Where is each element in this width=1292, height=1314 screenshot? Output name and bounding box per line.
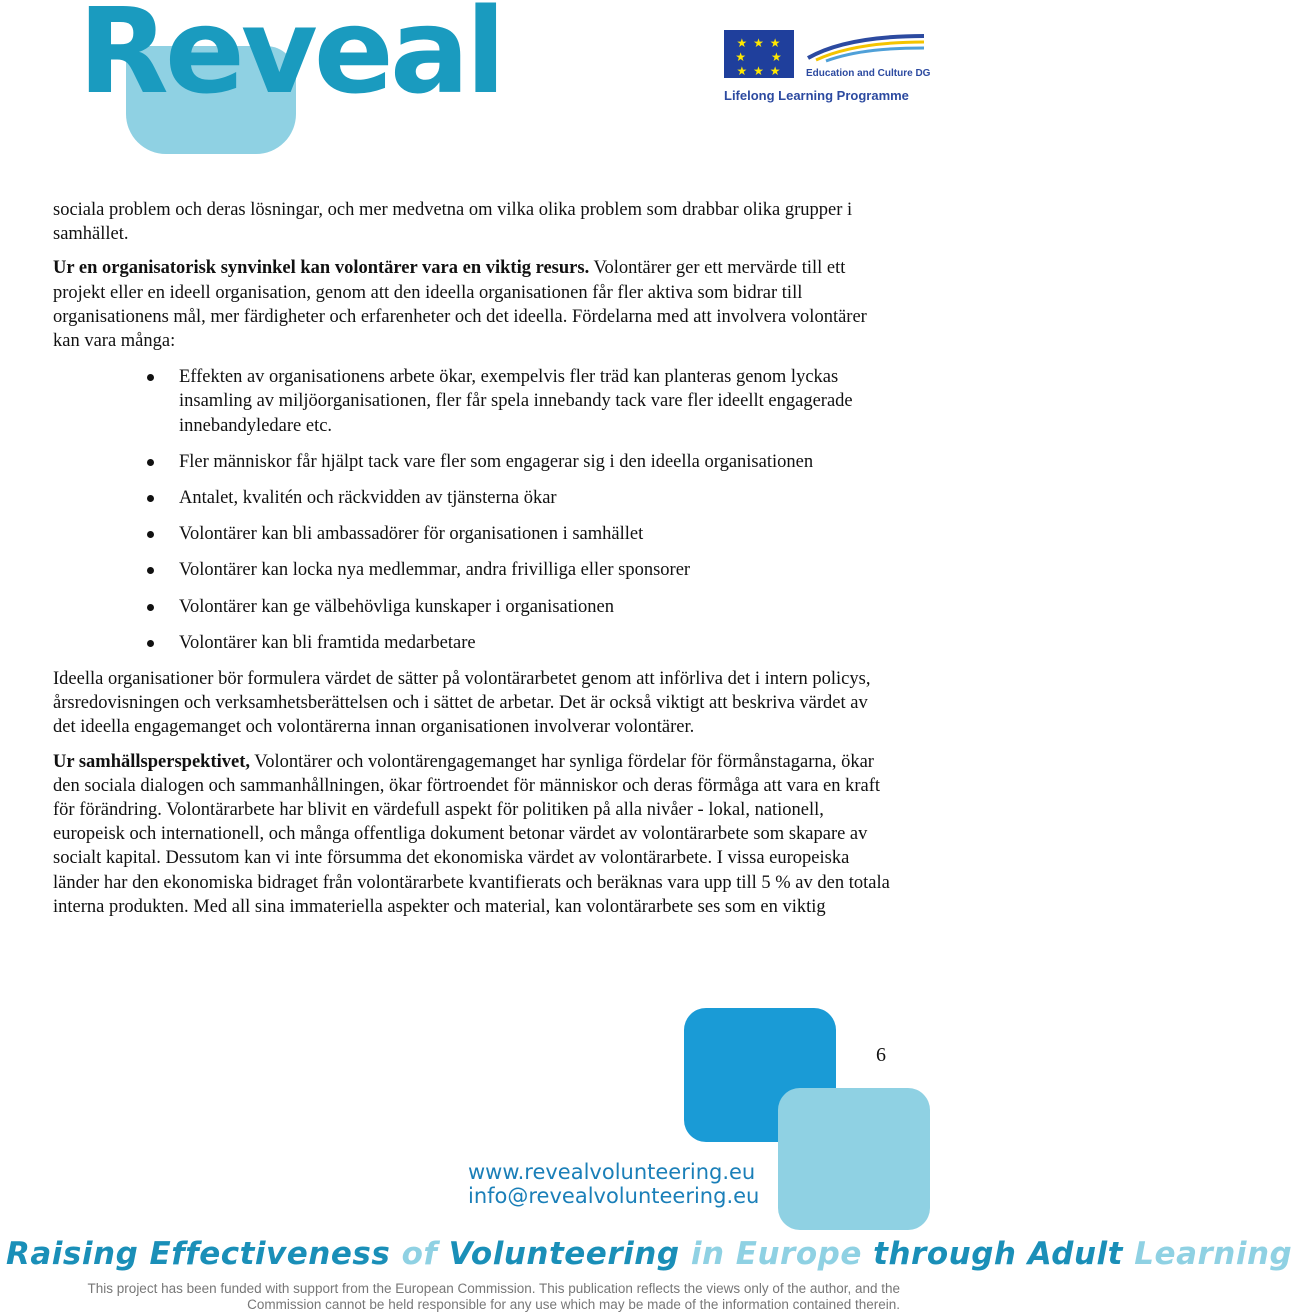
- list-item-text: Volontärer kan locka nya medlemmar, andra frivilliga eller sponsorer: [179, 560, 691, 581]
- list-item-text: Volontärer kan ge välbehövliga kunskaper i organisationen: [179, 596, 614, 617]
- paragraph-4-lead: Ur samhällsperspektivet,: [53, 751, 250, 772]
- paragraph-2-lead: Ur en organisatorisk synvinkel kan volontärer vara en viktig resurs.: [53, 258, 590, 279]
- eu-dg-label: Education and Culture DG: [806, 68, 931, 79]
- email-link[interactable]: info@revealvolunteering.eu: [468, 1184, 760, 1208]
- disclaimer-line: This project has been funded with support from the European Commission. This publication reflects the views only of the author, and the: [87, 1281, 900, 1296]
- document-body: [53, 198, 893, 929]
- slogan-text: Learning: [1134, 1236, 1292, 1272]
- bullet-icon: [147, 604, 154, 611]
- bullet-icon: [147, 374, 154, 381]
- list-item: [53, 486, 893, 510]
- slogan-text: through: [873, 1236, 1017, 1272]
- list-item: [53, 631, 893, 655]
- list-item-text: Volontärer kan bli ambassadörer för organisationen i samhället: [179, 524, 644, 545]
- list-item-text: Volontärer kan bli framtida medarbetare: [179, 632, 476, 653]
- paragraph-2-text: Volontärer ger ett mervärde till ett projekt eller en ideell organisation, genom att den ideella organisationen får fler aktiva som bidrar till organisationens mål, mer färdigheter och erfarenheter och det ideella. Fördelarna med att involvera volontärer kan vara många:: [53, 258, 867, 352]
- slogan-text: Adult: [1016, 1236, 1135, 1272]
- eu-programme-label: Lifelong Learning Programme: [724, 88, 909, 103]
- contact-block: [468, 1160, 759, 1208]
- paragraph-4-text: Volontärer och volontärengagemanget har synliga fördelar för förmånstagarna, ökar den sociala dialogen och sammanhållningen, ökar förtroendet för människor och deras förmåga att vara en kraft för förändring. Volontärarbete har blivit en värdefull aspekt för politiken på alla nivåer - lokal, nationell, europeisk och internationell, och många offentliga dokument betonar värdet av volontärarbete som skapare av socialt kapital. Dessutom kan vi inte försumma det ekonomiska värdet av volontärarbete. I vissa europeiska länder har den ekonomiska bidraget från volontärarbete kvantifierats och beräknas vara upp till 5 % av den totala interna produkten. Med all sina immateriella aspekter och material, kan volontärarbete ses som en viktig: [53, 751, 890, 917]
- paragraph-4: [53, 750, 893, 919]
- paragraph-1: sociala problem och deras lösningar, och mer medvetna om vilka olika problem som drabbar olika grupper i samhället.: [53, 200, 853, 245]
- swoosh-icon: [806, 32, 926, 62]
- bullet-icon: [147, 567, 154, 574]
- project-slogan: [6, 1236, 1292, 1272]
- list-item: [53, 365, 893, 438]
- list-item-text: Effekten av organisationens arbete ökar, exempelvis fler träd kan planteras genom lyckas insamling av miljöorganisationen, fler får spela innebandy tack vare fler ideellt engagerade innebandyledare etc.: [179, 367, 853, 436]
- slogan-text: in: [690, 1236, 725, 1272]
- eu-lifelong-learning-logo: [724, 30, 934, 110]
- paragraph-2: [53, 256, 893, 353]
- eu-flag-icon: ★ ★ ★ ★ ★ ★ ★ ★: [724, 30, 794, 78]
- funding-disclaimer: [52, 1281, 900, 1313]
- slogan-text: Raising Effectiveness: [6, 1236, 402, 1272]
- list-item-text: Fler människor får hjälpt tack vare fler som engagerar sig i den ideella organisationen: [179, 451, 814, 472]
- bullet-icon: [147, 459, 154, 466]
- benefits-list: [53, 365, 893, 655]
- slogan-text: of: [401, 1236, 438, 1272]
- list-item: [53, 450, 893, 474]
- website-link[interactable]: www.revealvolunteering.eu: [468, 1160, 756, 1184]
- disclaimer-line: Commission cannot be held responsible for any use which may be made of the information contained therein.: [247, 1297, 900, 1312]
- list-item: [53, 522, 893, 546]
- paragraph-3: Ideella organisationer bör formulera värdet de sätter på volontärarbetet genom att införliva det i intern policys, årsredovisningen och verksamhetsberättelsen och i sättet de arbetar. Det är också viktigt att beskriva värdet av det ideella engagemanget och volontärerna innan organisationen involverar volontärer.: [53, 669, 871, 738]
- bullet-icon: [147, 640, 154, 647]
- list-item: [53, 558, 893, 582]
- slogan-text: Volunteering: [437, 1236, 691, 1272]
- bullet-icon: [147, 531, 154, 538]
- list-item-text: Antalet, kvalitén och räckvidden av tjänsterna ökar: [179, 488, 557, 509]
- page-number: 6: [876, 1044, 886, 1066]
- slogan-text: Europe: [724, 1236, 874, 1272]
- bullet-icon: [147, 495, 154, 502]
- logo-wordmark: Reveal: [78, 0, 502, 120]
- list-item: [53, 595, 893, 619]
- reveal-logo: [78, 0, 502, 152]
- decorative-square-light: [778, 1088, 930, 1230]
